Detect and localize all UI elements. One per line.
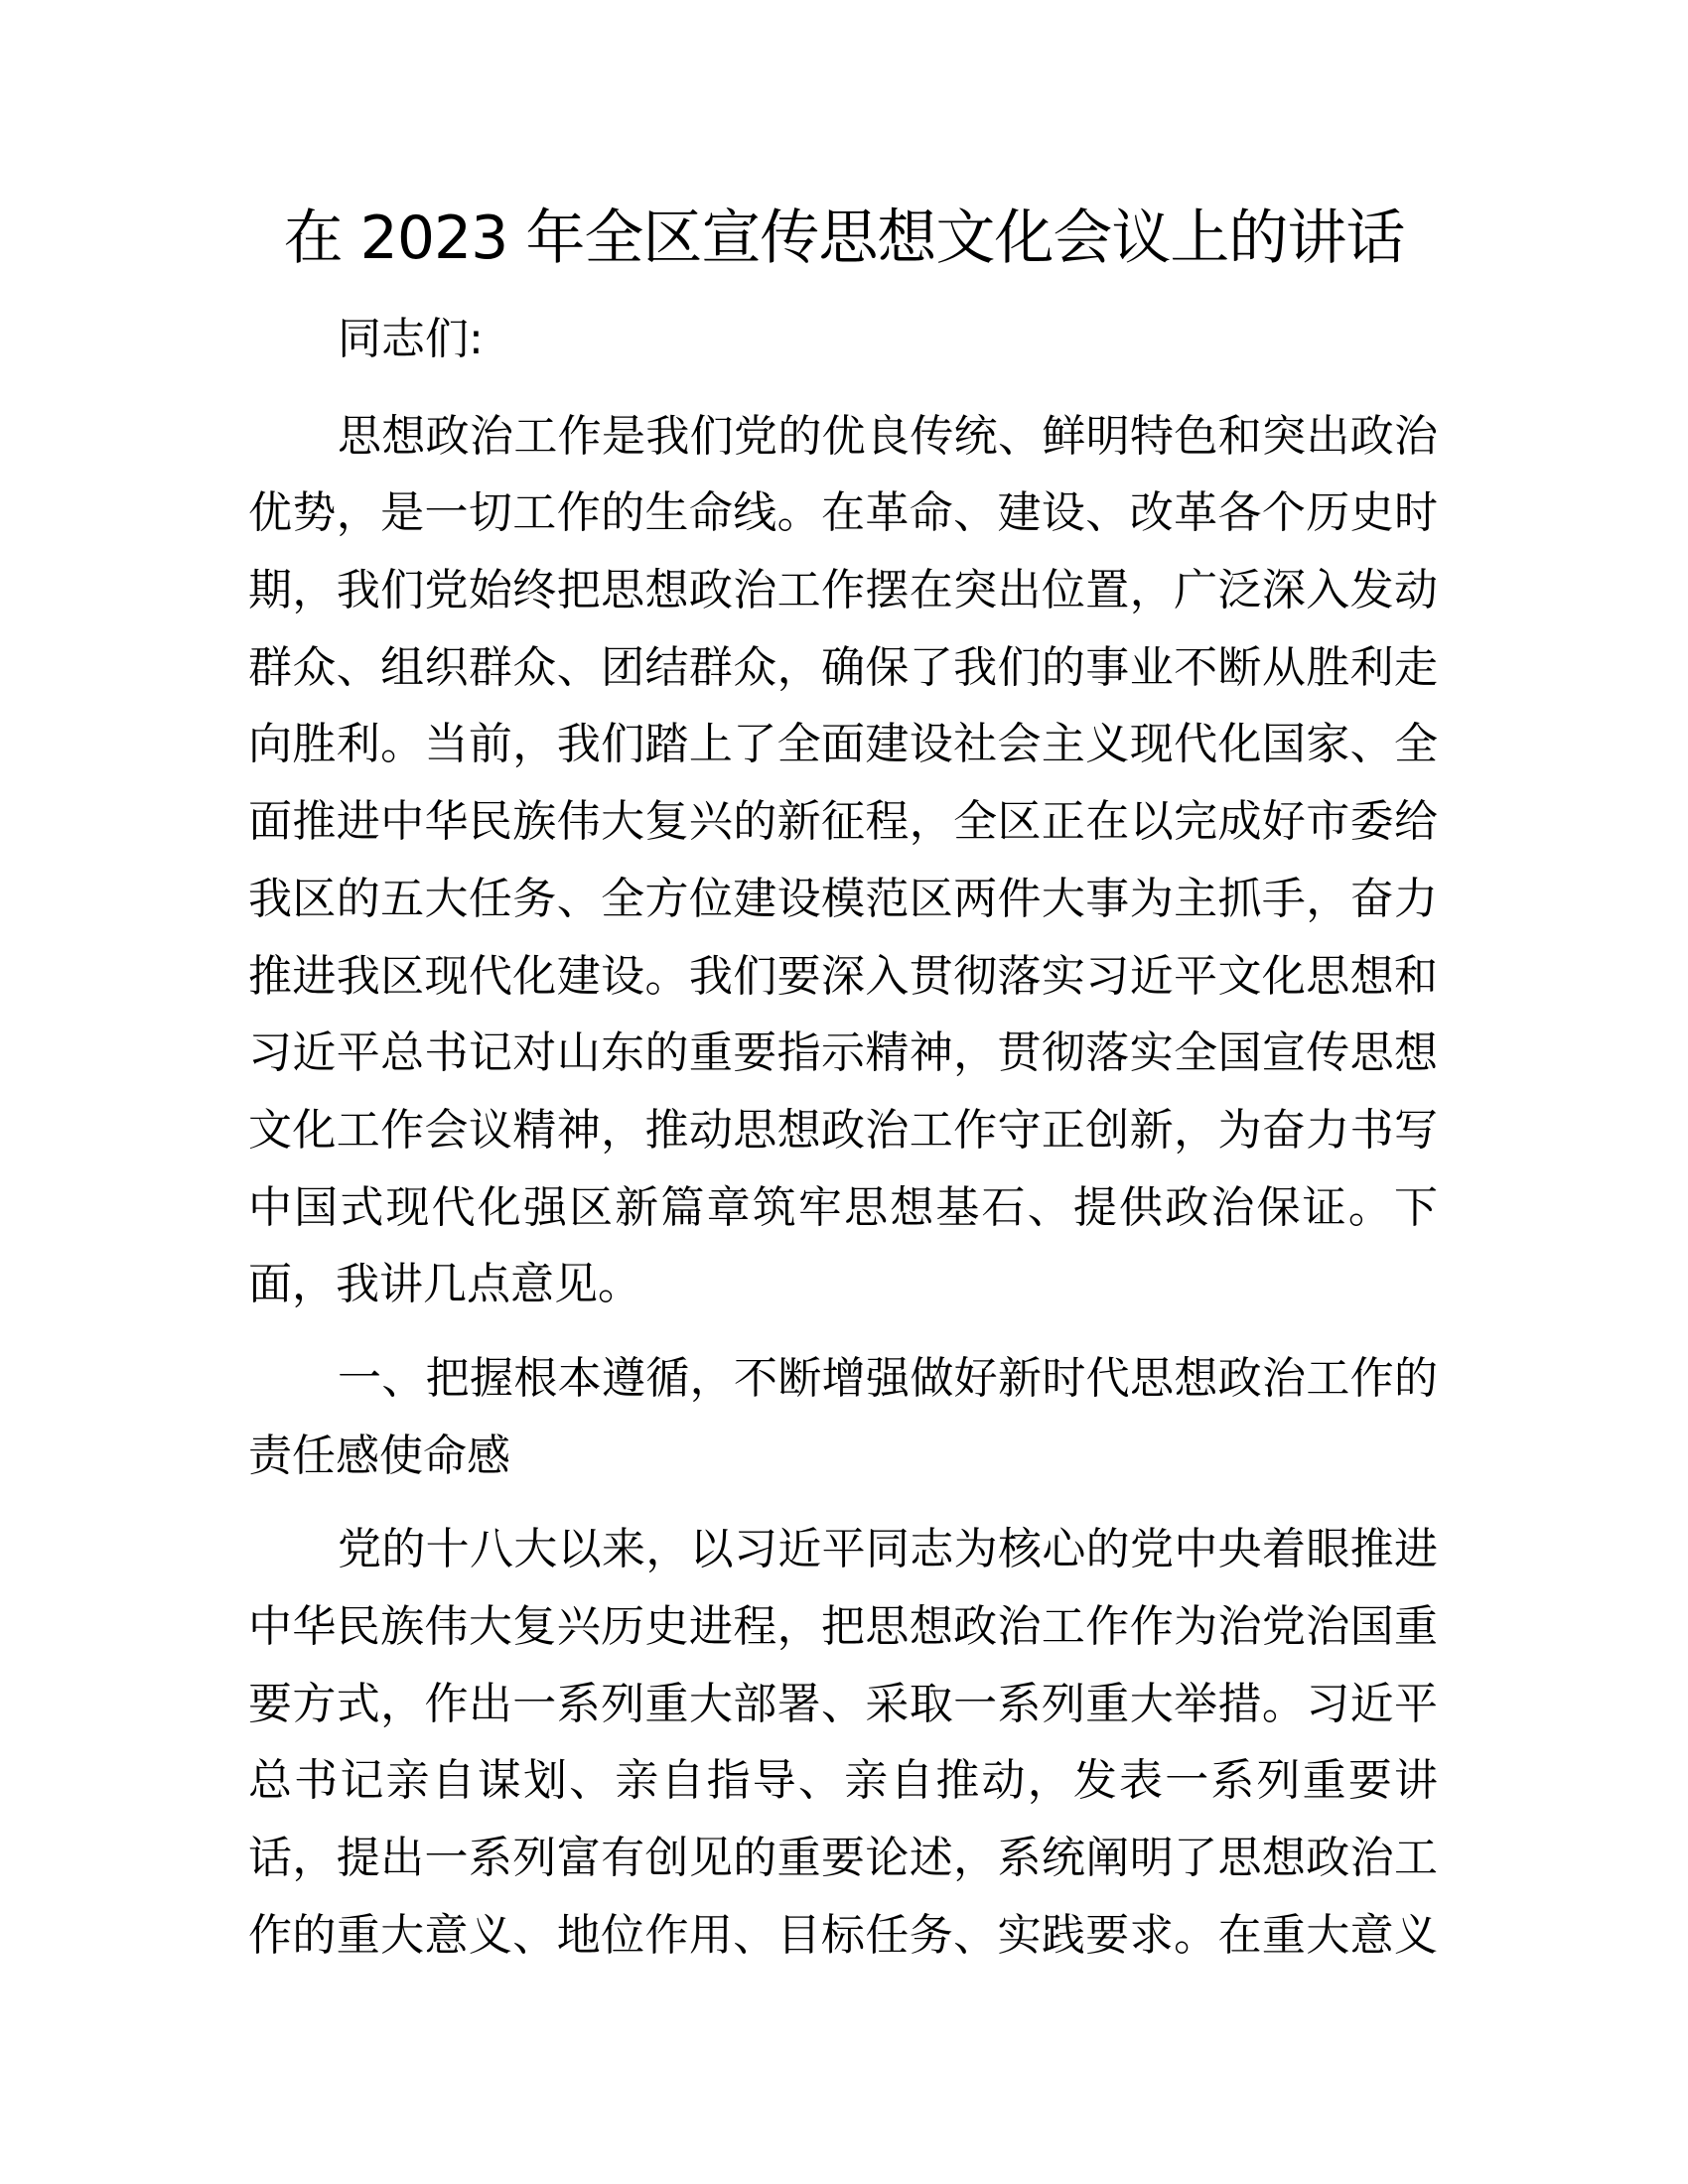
paragraph-line: 优势，是一切工作的生命线。在革命、建设、改革各个历史时 <box>248 487 1438 539</box>
paragraph-line: 推进我区现代化建设。我们要深入贯彻落实习近平文化思想和 <box>248 950 1438 1002</box>
paragraph-line: 总书记亲自谋划、亲自指导、亲自推动，发表一系列重要讲 <box>248 1755 1438 1807</box>
document-title: 在 2023 年全区宣传思想文化会议上的讲话 <box>283 204 1405 273</box>
paragraph-line: 文化工作会议精神，推动思想政治工作守正创新，为奋力书写 <box>248 1104 1438 1156</box>
paragraph-line: 中国式现代化强区新篇章筑牢思想基石、提供政治保证。下 <box>248 1181 1438 1233</box>
section-paragraph <box>248 1511 1438 1974</box>
paragraph-line: 思想政治工作是我们党的优良传统、鲜明特色和突出政治 <box>338 410 1438 462</box>
paragraph-line: 我区的五大任务、全方位建设模范区两件大事为主抓手，奋力 <box>248 873 1438 924</box>
paragraph-line: 要方式，作出一系列重大部署、采取一系列重大举措。习近平 <box>248 1678 1438 1729</box>
salutation-line: 同志们: <box>338 314 484 364</box>
heading-line: 责任感使命感 <box>248 1430 510 1481</box>
paragraph-line: 向胜利。当前，我们踏上了全面建设社会主义现代化国家、全 <box>248 719 1438 770</box>
paragraph-line: 话，提出一系列富有创见的重要论述，系统阐明了思想政治工 <box>248 1833 1438 1884</box>
paragraph-line: 面，我讲几点意见。 <box>248 1259 641 1310</box>
section-heading <box>248 1340 1438 1494</box>
paragraph-line: 党的十八大以来，以习近平同志为核心的党中央着眼推进 <box>338 1524 1438 1575</box>
heading-line: 一、把握根本遵循，不断增强做好新时代思想政治工作的 <box>338 1352 1438 1404</box>
paragraph-line: 作的重大意义、地位作用、目标任务、实践要求。在重大意义 <box>248 1909 1438 1961</box>
salutation-paragraph <box>248 301 1438 378</box>
paragraph-line: 面推进中华民族伟大复兴的新征程，全区正在以完成好市委给 <box>248 796 1438 848</box>
paragraph-line: 习近平总书记对山东的重要指示精神，贯彻落实全国宣传思想 <box>248 1027 1438 1079</box>
paragraph-line: 中华民族伟大复兴历史进程，把思想政治工作作为治党治国重 <box>248 1601 1438 1652</box>
paragraph-line: 群众、组织群众、团结群众，确保了我们的事业不断从胜利走 <box>248 641 1438 693</box>
intro-paragraph <box>248 398 1438 1323</box>
paragraph-line: 期，我们党始终把思想政治工作摆在突出位置，广泛深入发动 <box>248 565 1438 616</box>
document-body <box>248 301 1438 1974</box>
